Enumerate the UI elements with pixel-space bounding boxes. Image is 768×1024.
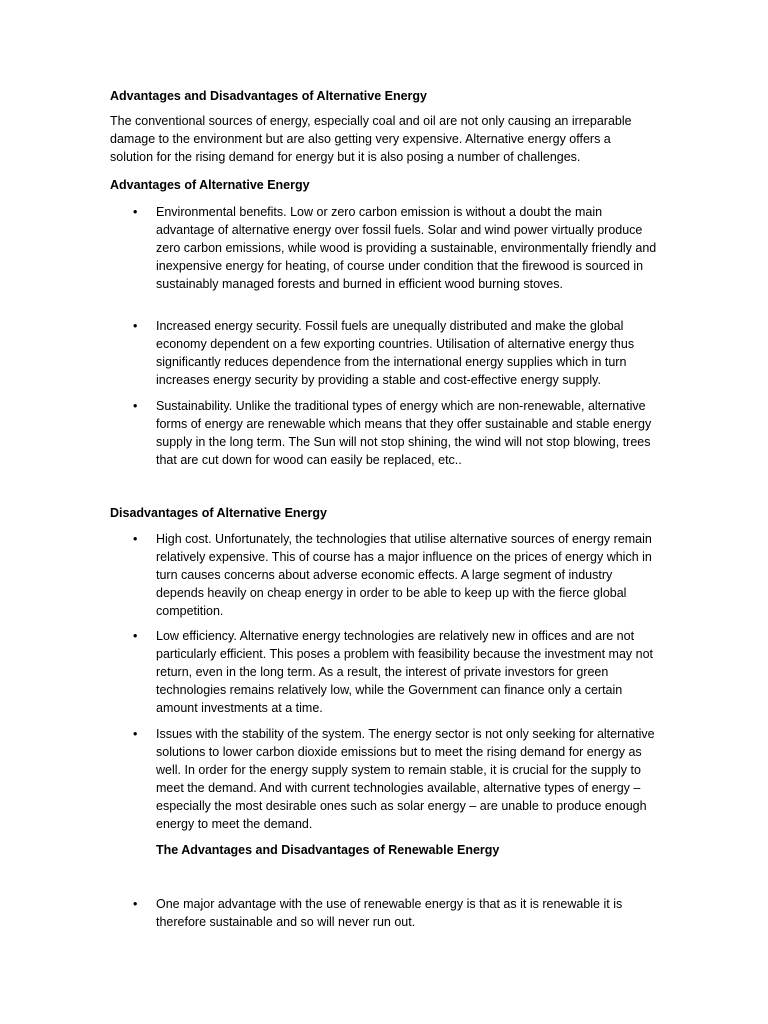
intro-paragraph: The conventional sources of energy, especially coal and oil are not only causing an irreparable damage to the environment but are also getting very expensive. Alternative energy offers a solution for the rising demand for energy but it is also posing a number of challenges. [110, 114, 632, 164]
bullet-icon: • [133, 897, 138, 911]
advantage-energy-security: Increased energy security. Fossil fuels are unequally distributed and make the global economy dependent on a few exporting countries. Utilisation of alternative energy thus significantly reduces dependence from the international energy supplies which in turn increases energy security by providing a stable and cost-effective energy supply. [156, 319, 635, 387]
advantage-sustainability: Sustainability. Unlike the traditional types of energy which are non-renewable, alternative forms of energy are renewable which means that they offer sustainable and stable energy supply in the long term. The Sun will not stop shining, the wind will not stop blowing, trees that are cut down for wood can easily be replaced, etc.. [156, 399, 652, 467]
bullet-icon: • [133, 629, 138, 643]
bullet-icon: • [133, 532, 138, 546]
disadvantages-heading: Disadvantages of Alternative Energy [110, 506, 327, 520]
bullet-icon: • [133, 205, 138, 219]
bullet-icon: • [133, 319, 138, 333]
advantages-heading: Advantages of Alternative Energy [110, 178, 310, 192]
bullet-icon: • [133, 399, 138, 413]
bullet-icon: • [133, 727, 138, 741]
disadvantage-system-stability: Issues with the stability of the system. The energy sector is not only seeking for alternative solutions to lower carbon dioxide emissions but to meet the rising demand for energy as well. In order for the energy supply system to remain stable, it is crucial for the supply to meet the demand. And with current technologies available, alternative types of energy – especially the most desirable ones such as solar energy – are unable to produce enough energy to meet the demand. [156, 727, 655, 831]
document-title: Advantages and Disadvantages of Alternative Energy [110, 89, 427, 103]
advantage-environmental-benefits: Environmental benefits. Low or zero carbon emission is without a doubt the main advantage of alternative energy over fossil fuels. Solar and wind power virtually produce zero carbon emissions, while wood is providing a sustainable, environmentally friendly and inexpensive energy for heating, of course under condition that the firewood is sourced in sustainably managed forests and burned in efficient wood burning stoves. [156, 205, 657, 291]
renewable-advantage-sustainable: One major advantage with the use of renewable energy is that as it is renewable it is therefore sustainable and so will never run out. [156, 897, 623, 929]
disadvantage-low-efficiency: Low efficiency. Alternative energy technologies are relatively new in offices and are not particularly efficient. This poses a problem with feasibility because the investment may not return, even in the long term. As a result, the interest of private investors for green technologies remains relatively low, while the Government can finance only a certain amount investments at a time. [156, 629, 654, 715]
disadvantage-high-cost: High cost. Unfortunately, the technologies that utilise alternative sources of energy remain relatively expensive. This of course has a major influence on the prices of energy which in turn causes concerns about adverse economic effects. A large segment of industry depends heavily on cheap energy in order to be able to keep up with the fierce global competition. [156, 532, 652, 618]
renewable-heading: The Advantages and Disadvantages of Renewable Energy [156, 843, 500, 857]
